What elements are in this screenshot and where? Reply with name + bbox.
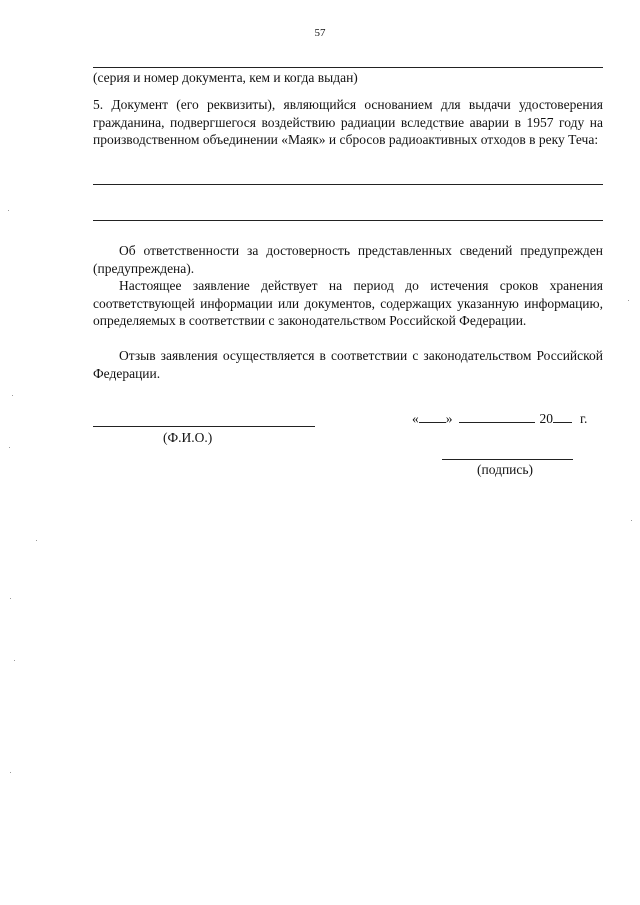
item-5-answer-line-2 <box>93 220 603 221</box>
withdrawal-paragraph: Отзыв заявления осуществляется в соответствии с законодательством Российской Федерации. <box>93 348 603 381</box>
scan-speck <box>628 300 629 301</box>
date-field <box>412 409 587 427</box>
scan-speck <box>8 210 9 211</box>
date-open-quote: « <box>412 411 419 426</box>
item-5-text: 5. Документ (его реквизиты), являющийся основанием для выдачи удостоверения гражданина, подвергшегося воздействию радиации вследствие аварии в 1957 году на производственном объединении «Маяк» и сбросов радиоактивных отходов в реку Теча: <box>93 97 603 147</box>
scan-speck <box>14 660 15 661</box>
validity-paragraph: Настоящее заявление действует на период до истечения сроков хранения соответствующей информации или документов, содержащих указанную информацию, определяемых в соответствии с законодательством Российской Федерации. <box>93 278 603 328</box>
date-year-suffix: г. <box>580 411 588 426</box>
scan-speck <box>10 598 11 599</box>
scan-speck <box>10 772 11 773</box>
signature-line <box>442 459 573 460</box>
signature-caption: (подпись) <box>477 462 534 477</box>
date-year-blank <box>553 409 572 423</box>
scan-speck <box>36 540 37 541</box>
scan-speck <box>12 395 13 396</box>
scan-speck <box>9 447 10 448</box>
responsibility-paragraph: Об ответственности за достоверность представленных сведений предупрежден (предупреждена). <box>93 243 603 276</box>
date-close-quote: » <box>445 411 453 426</box>
document-details-line <box>93 67 603 68</box>
page-number: 57 <box>314 27 326 39</box>
fio-caption: (Ф.И.О.) <box>163 430 213 445</box>
item-5-answer-line-1 <box>93 184 603 185</box>
date-day-blank <box>419 409 446 423</box>
date-year-prefix: 20 <box>539 411 553 426</box>
fio-line <box>93 426 315 427</box>
scan-speck <box>631 520 632 521</box>
document-details-caption: (серия и номер документа, кем и когда выдан) <box>93 70 358 85</box>
scan-speck <box>440 130 441 131</box>
date-month-blank <box>459 409 535 423</box>
